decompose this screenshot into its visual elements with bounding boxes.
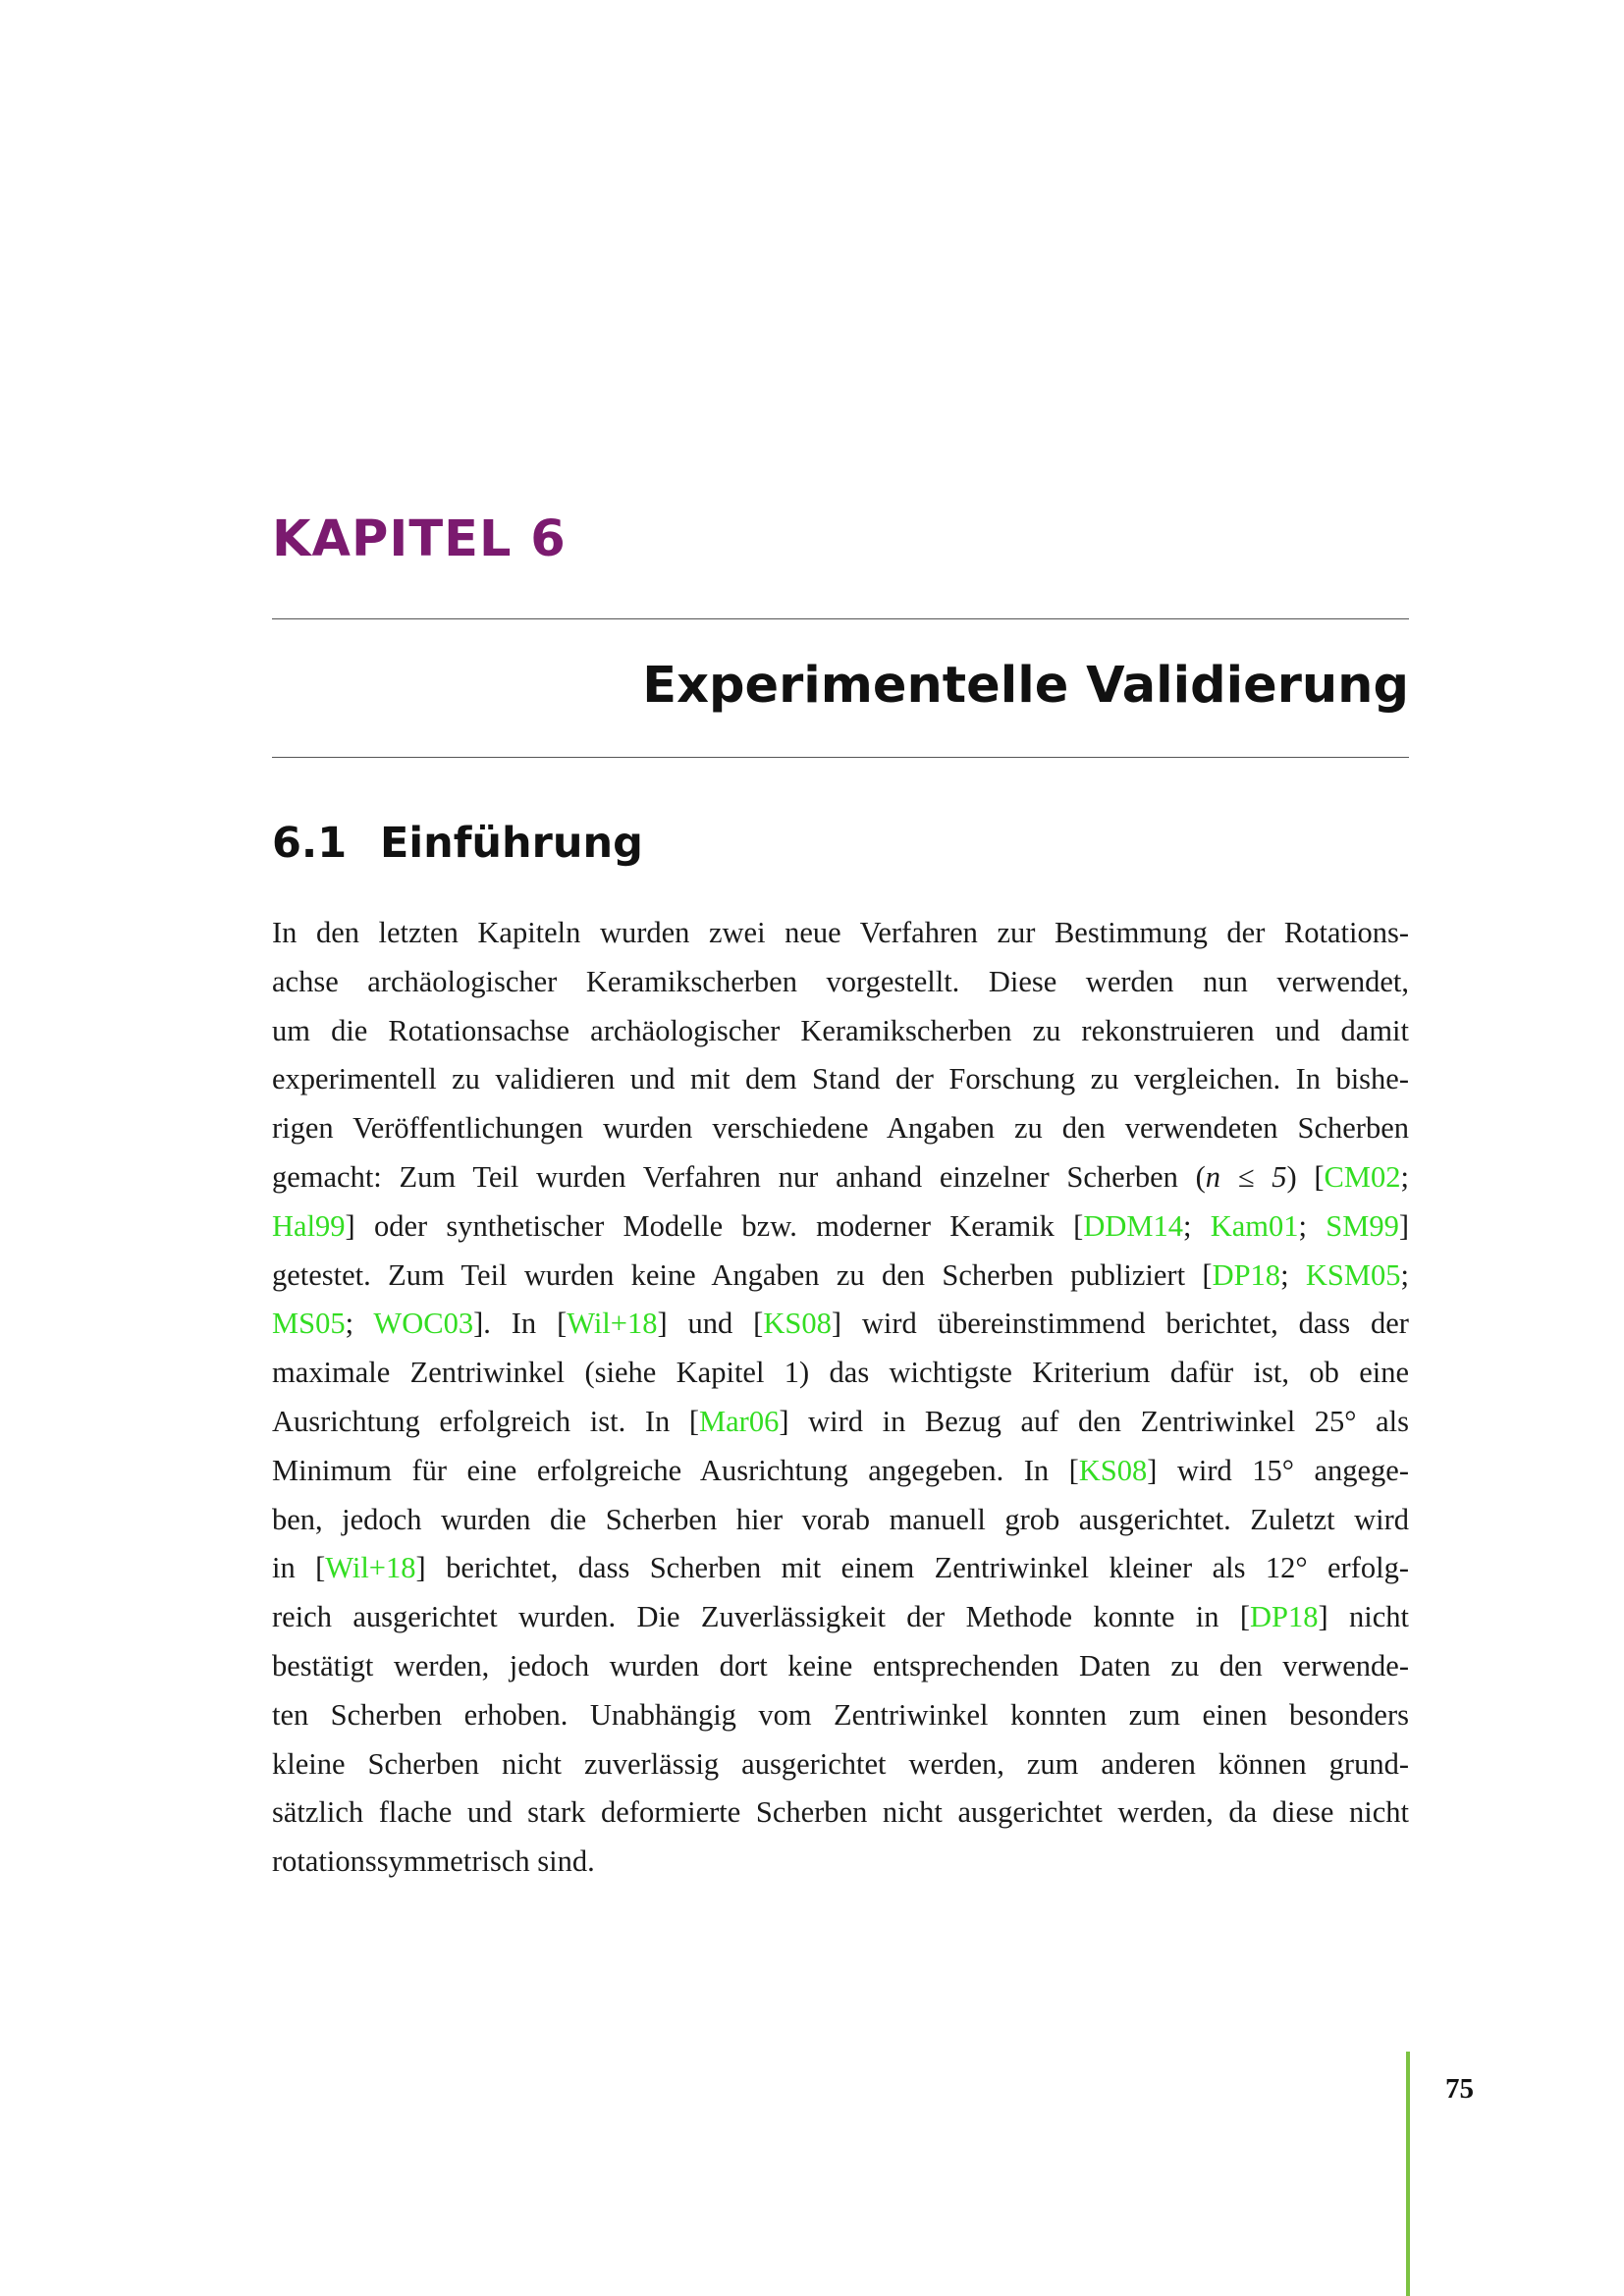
text-line: MS05; WOC03]. In [Wil+18] und [KS08] wird übereinstimmend berichtet, dass der bbox=[272, 1307, 1409, 1341]
text-line: rotationssymmetrisch sind. bbox=[272, 1844, 595, 1879]
citation-link[interactable]: MS05 bbox=[272, 1307, 346, 1341]
text-line: experimentell zu validieren und mit dem Stand der Forschung zu vergleichen. In bishe- bbox=[272, 1062, 1409, 1096]
chapter-label: KAPITEL 6 bbox=[272, 510, 567, 568]
text-line: reich ausgerichtet wurden. Die Zuverlässigkeit der Methode konnte in [DP18] nicht bbox=[272, 1600, 1409, 1634]
citation-link[interactable]: KS08 bbox=[763, 1307, 832, 1341]
text-line: ben, jedoch wurden die Scherben hier vorab manuell grob ausgerichtet. Zuletzt wird bbox=[272, 1502, 1409, 1536]
text-line: getestet. Zum Teil wurden keine Angaben zu den Scherben publiziert [DP18; KSM05; bbox=[272, 1257, 1409, 1292]
citation-link[interactable]: Wil+18 bbox=[567, 1307, 658, 1341]
section-title: Einführung bbox=[380, 819, 643, 868]
body-paragraph bbox=[272, 909, 1409, 1887]
text-line: Ausrichtung erfolgreich ist. In [Mar06] wird in Bezug auf den Zentriwinkel 25° als bbox=[272, 1404, 1409, 1438]
text-line: um die Rotationsachse archäologischer Keramikscherben zu rekonstruieren und damit bbox=[272, 1013, 1409, 1047]
text-line: Minimum für eine erfolgreiche Ausrichtung angegeben. In [KS08] wird 15° angege- bbox=[272, 1453, 1409, 1487]
citation-link[interactable]: Wil+18 bbox=[325, 1551, 416, 1585]
citation-link[interactable]: WOC03 bbox=[373, 1307, 474, 1341]
page-number: 75 bbox=[1445, 2073, 1474, 2105]
text-line: maximale Zentriwinkel (siehe Kapitel 1) das wichtigste Kriterium dafür ist, ob eine bbox=[272, 1356, 1409, 1390]
citation-link[interactable]: DDM14 bbox=[1083, 1208, 1183, 1243]
top-rule bbox=[272, 618, 1409, 619]
math-inline: 25° bbox=[1314, 1404, 1357, 1438]
text-line: sätzlich flache und stark deformierte Scherben nicht ausgerichtet werden, da diese nicht bbox=[272, 1795, 1409, 1830]
citation-link[interactable]: DP18 bbox=[1249, 1600, 1319, 1634]
text-line: kleine Scherben nicht zuverlässig ausgerichtet werden, zum anderen können grund- bbox=[272, 1746, 1409, 1781]
section-heading bbox=[272, 819, 643, 868]
math-inline: 12° bbox=[1265, 1551, 1308, 1585]
text-line: ten Scherben erhoben. Unabhängig vom Zentriwinkel konnten zum einen besonders bbox=[272, 1697, 1409, 1732]
margin-bar bbox=[1406, 2052, 1410, 2296]
text-line: in [Wil+18] berichtet, dass Scherben mit einem Zentriwinkel kleiner als 12° erfolg- bbox=[272, 1551, 1409, 1585]
citation-link[interactable]: Hal99 bbox=[272, 1208, 346, 1243]
citation-link[interactable]: Kam01 bbox=[1210, 1208, 1299, 1243]
citation-link[interactable]: KS08 bbox=[1078, 1453, 1148, 1487]
text-line: achse archäologischer Keramikscherben vorgestellt. Diese werden nun verwendet, bbox=[272, 964, 1409, 998]
chapter-title: Experimentelle Validierung bbox=[642, 657, 1409, 715]
citation-link[interactable]: Mar06 bbox=[699, 1404, 780, 1438]
bottom-rule bbox=[272, 757, 1409, 758]
text-line: In den letzten Kapiteln wurden zwei neue Verfahren zur Bestimmung der Rotations- bbox=[272, 916, 1409, 949]
text-line: gemacht: Zum Teil wurden Verfahren nur anhand einzelner Scherben (n ≤ 5) [CM02; bbox=[272, 1159, 1409, 1194]
text-line: Hal99] oder synthetischer Modelle bzw. moderner Keramik [DDM14; Kam01; SM99] bbox=[272, 1208, 1409, 1243]
citation-link[interactable]: DP18 bbox=[1212, 1257, 1281, 1292]
math-inline: 15° bbox=[1252, 1453, 1294, 1487]
section-number: 6.1 bbox=[272, 819, 348, 868]
text-line: rigen Veröffentlichungen wurden verschiedene Angaben zu den verwendeten Scherben bbox=[272, 1111, 1409, 1146]
text-line: bestätigt werden, jedoch wurden dort keine entsprechenden Daten zu den verwende- bbox=[272, 1648, 1409, 1682]
citation-link[interactable]: KSM05 bbox=[1305, 1257, 1401, 1292]
math-inline: n ≤ 5 bbox=[1205, 1159, 1287, 1194]
citation-link[interactable]: CM02 bbox=[1324, 1159, 1401, 1194]
citation-link[interactable]: SM99 bbox=[1326, 1208, 1399, 1243]
